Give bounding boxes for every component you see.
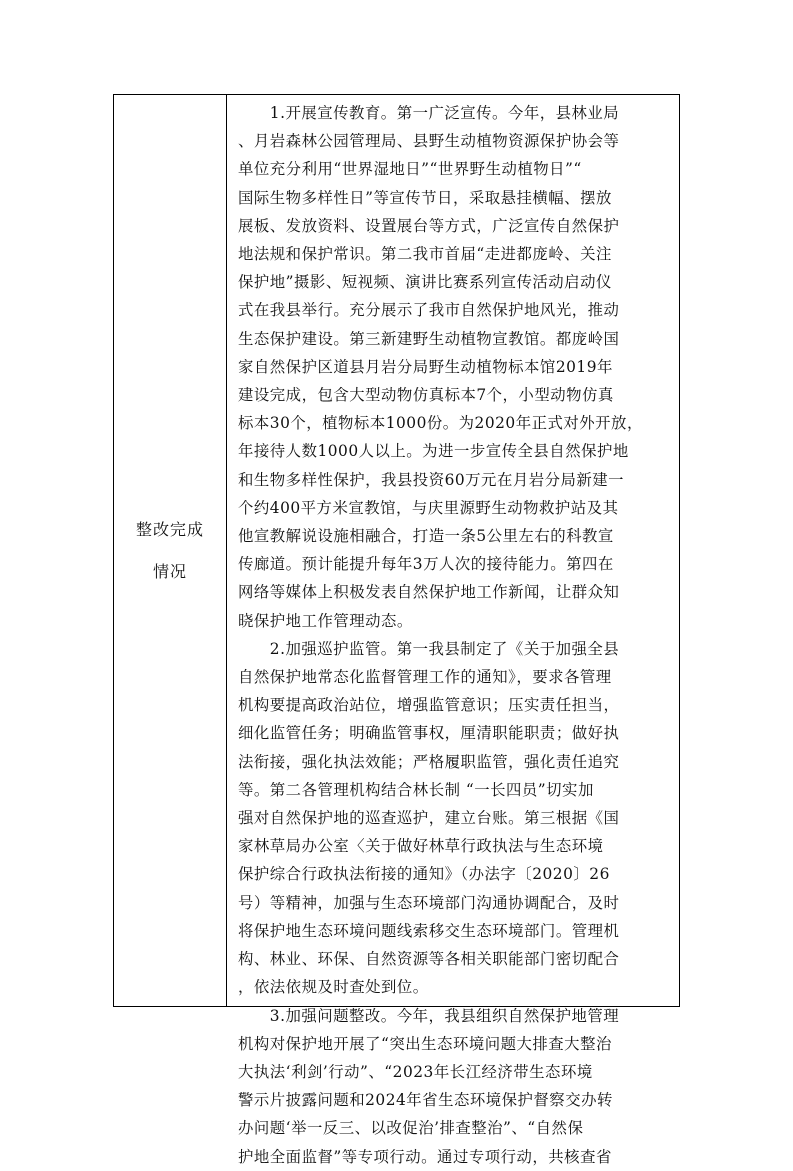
text-line: 国际生物多样性日”等宣传节日，采取悬挂横幅、摆放 (238, 188, 612, 207)
text-line: 1.开展宣传教育。第一广泛宣传。今年，县林业局 (238, 104, 620, 122)
text-line: 年接待人数1000人以上。为进一步宣传全县自然保护地 (238, 442, 629, 461)
paragraph-patrol-supervision (238, 635, 673, 1002)
text-line: 机构要提高政治站位，增强监管意识；压实责任担当， (238, 696, 620, 715)
text-line: 细化监管任务；明确监管事权，厘清职能职责；做好执 (238, 724, 620, 743)
text-line: 号）等精神，加强与生态环境部门沟通协调配合，及时 (238, 893, 620, 912)
content-cell (227, 95, 679, 1166)
text-line: 建设完成，包含大型动物仿真标本7个，小型动物仿真 (238, 386, 614, 405)
text-line: 等。第二各管理机构结合林长制 “一长四员”切实加 (238, 780, 594, 799)
row-label-line-1: 整改完成 (135, 519, 204, 539)
text-line: 和生物多样性保护，我县投资60万元在月岩分局新建一 (238, 470, 625, 489)
text-line: 式在我县举行。充分展示了我市自然保护地风光，推动 (238, 301, 620, 320)
text-line: 3.加强问题整改。今年，我县组织自然保护地管理 (238, 1006, 620, 1025)
text-line: 2.加强巡护监管。第一我县制定了《关于加强全县 (238, 639, 620, 658)
text-line: 展板、发放资料、设置展台等方式，广泛宣传自然保护 (238, 216, 620, 235)
text-line: 保护综合行政执法衔接的通知》（办法字〔2020〕26 (238, 865, 610, 884)
document-table (113, 94, 680, 1166)
row-label-cell (114, 95, 227, 1006)
text-line: 将保护地生态环境问题线索移交生态环境部门。管理机 (238, 921, 620, 940)
text-line: 家自然保护区道县月岩分局野生动植物标本馆2019年 (238, 357, 613, 376)
text-line: 单位充分利用“世界湿地日”“世界野生动植物日”“ (238, 160, 582, 179)
text-line: 地法规和保护常识。第二我市首届“走进都庞岭、关注 (238, 245, 612, 264)
paragraph-publicity-education (238, 99, 673, 635)
text-line: 个约400平方米宣教馆，与庆里源野生动物救护站及其 (238, 498, 619, 517)
text-line: 构、林业、环保、自然资源等各相关职能部门密切配合 (238, 950, 620, 969)
text-line: 法衔接，强化执法效能；严格履职监管，强化责任追究 (238, 752, 620, 771)
text-line: 大执法‘利剑’行动”、“2023年长江经济带生态环境 (238, 1062, 593, 1081)
text-line: 家林草局办公室〈关于做好林草行政执法与生态环境 (238, 837, 604, 856)
text-line: ，依法依规及时查处到位。 (238, 978, 429, 997)
text-line: 警示片披露问题和2024年省生态环境保护督察交办转 (238, 1091, 613, 1110)
text-line: 自然保护地常态化监督管理工作的通知》，要求各管理 (238, 668, 612, 687)
text-line: 保护地”摄影、短视频、演讲比赛系列宣传活动启动仪 (238, 273, 612, 292)
text-line: 强对自然保护地的巡查巡护，建立台账。第三根据《国 (238, 809, 620, 828)
text-line: 办问题‘举一反三、以改促治’排查整治”、“自然保 (238, 1119, 584, 1138)
text-line: 传廊道。预计能提升每年3万人次的接待能力。第四在 (238, 555, 614, 574)
row-label-line-2: 情况 (152, 561, 187, 581)
text-line: 护地全面监督”等专项行动。通过专项行动，共核查省 (238, 1147, 612, 1166)
text-line: 网络等媒体上积极发表自然保护地工作新闻，让群众知 (238, 583, 620, 602)
text-line: 他宣教解说设施相融合，打造一条5公里左右的科教宣 (238, 527, 614, 546)
text-line: 、月岩森林公园管理局、县野生动植物资源保护协会等 (238, 132, 620, 151)
paragraph-problem-rectification (238, 1002, 673, 1171)
text-line: 生态保护建设。第三新建野生动植物宣教馆。都庞岭国 (238, 329, 620, 348)
text-line: 机构对保护地开展了“突出生态环境问题大排查大整治 (238, 1034, 612, 1053)
text-line: 晓保护地工作管理动态。 (238, 611, 413, 630)
text-line: 标本30个，植物标本1000份。为2020年正式对外开放， (238, 414, 643, 433)
